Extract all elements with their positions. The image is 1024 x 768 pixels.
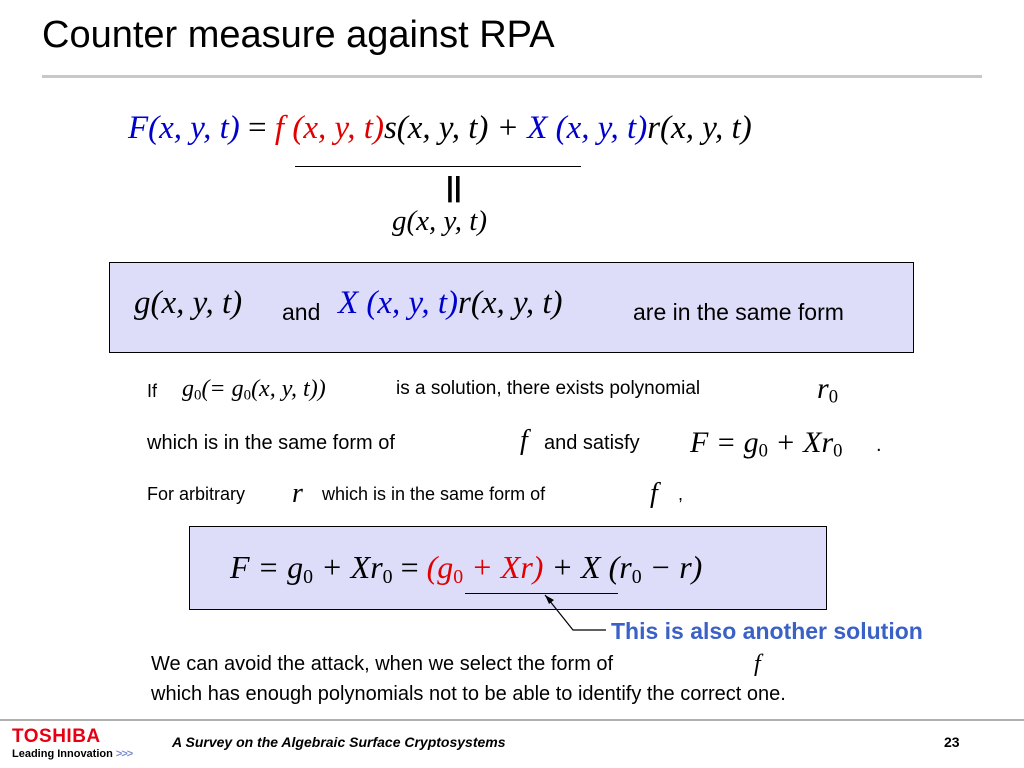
eq-F-term: F(x, y, t): [128, 110, 240, 146]
r0-symbol: [817, 372, 838, 409]
red-term-underline: [465, 593, 618, 594]
box1-g-expression: g(x, y, t): [134, 285, 243, 321]
g0-subscript-2: 0: [243, 387, 252, 404]
if-text: If: [147, 381, 158, 401]
footer-title: A Survey on the Algebraic Surface Cryptosystems: [172, 734, 506, 750]
eq-r-term: r(x, y, t): [647, 110, 752, 146]
deriv-equals: =: [392, 549, 427, 585]
tagline-text: Leading Innovation: [12, 748, 113, 760]
arbitrary-text: For arbitrary: [147, 484, 246, 504]
box1-X-expression: [338, 285, 563, 322]
f-symbol-2: f: [650, 478, 658, 509]
equivalence-symbol: ||: [446, 171, 462, 202]
g-expression: g(x, y, t): [392, 205, 488, 237]
logo-tagline: [12, 748, 132, 760]
deriv-red-term: [426, 549, 544, 588]
eq-equals: =: [239, 110, 275, 146]
g0-equals: (= g: [201, 376, 244, 402]
main-equation: [128, 110, 752, 147]
derivation-box: [189, 526, 827, 610]
page-number: 23: [944, 734, 960, 750]
satisfy-equation: [690, 426, 842, 463]
red-sub: 0: [453, 565, 464, 588]
box1-and-text: and: [282, 299, 321, 325]
comma: ,: [678, 484, 684, 504]
sat-sub-0: 0: [758, 440, 768, 462]
solution-text: is a solution, there exists polynomial: [396, 378, 701, 399]
deriv-part-2: + Xr: [313, 549, 383, 585]
period: .: [876, 434, 882, 456]
box1-r-term: r(x, y, t): [458, 285, 563, 321]
same-form-text: which is in the same form of: [147, 432, 395, 454]
deriv-sub-3: 0: [631, 565, 642, 588]
eq-f-term: f (x, y, t): [274, 110, 384, 146]
r-symbol: r: [292, 478, 303, 509]
deriv-sub-2: 0: [382, 565, 393, 588]
g0-args: (x, y, t)): [251, 376, 326, 402]
deriv-part-5: − r): [641, 549, 703, 585]
avoid-text-line-2: which has enough polynomials not to be able to identify the correct one.: [151, 683, 786, 705]
box1-tail-text: are in the same form: [633, 299, 844, 325]
deriv-part-1: F = g: [230, 549, 304, 585]
r0-subscript: 0: [828, 386, 838, 408]
footer-divider: [0, 719, 1024, 721]
eq-X-term: X (x, y, t): [527, 110, 648, 146]
g0-symbol: g: [182, 376, 194, 402]
sat-F-term: F = g: [690, 426, 759, 459]
avoid-text-line-1: We can avoid the attack, when we select the form of: [151, 653, 614, 675]
r0-letter: r: [817, 372, 829, 405]
deriv-sub-1: 0: [303, 565, 314, 588]
g0-subscript: 0: [194, 387, 202, 404]
sat-sub-0b: 0: [833, 440, 843, 462]
deriv-part-4: + X (r: [543, 549, 632, 585]
toshiba-logo: TOSHIBA: [12, 726, 101, 747]
chevron-right-icon: >>>: [115, 748, 133, 760]
satisfy-text: and satisfy: [544, 432, 640, 454]
f-symbol-3: f: [754, 651, 761, 677]
equation-underline: [295, 166, 581, 167]
title-divider: [42, 75, 982, 78]
f-symbol: f: [520, 425, 528, 456]
sat-plus-term: + Xr: [767, 426, 834, 459]
derivation-equation: [230, 549, 702, 589]
same-form-box: [109, 262, 914, 353]
red-open: (g: [426, 549, 454, 585]
box1-X-term: X (x, y, t): [338, 285, 459, 321]
g0-expression: [182, 376, 326, 405]
slide-title: Counter measure against RPA: [42, 14, 555, 56]
same-form-of-text: which is in the same form of: [322, 484, 546, 504]
red-rest: + Xr): [463, 549, 544, 585]
eq-s-term: s(x, y, t) +: [383, 110, 528, 146]
another-solution-callout: This is also another solution: [611, 618, 923, 644]
